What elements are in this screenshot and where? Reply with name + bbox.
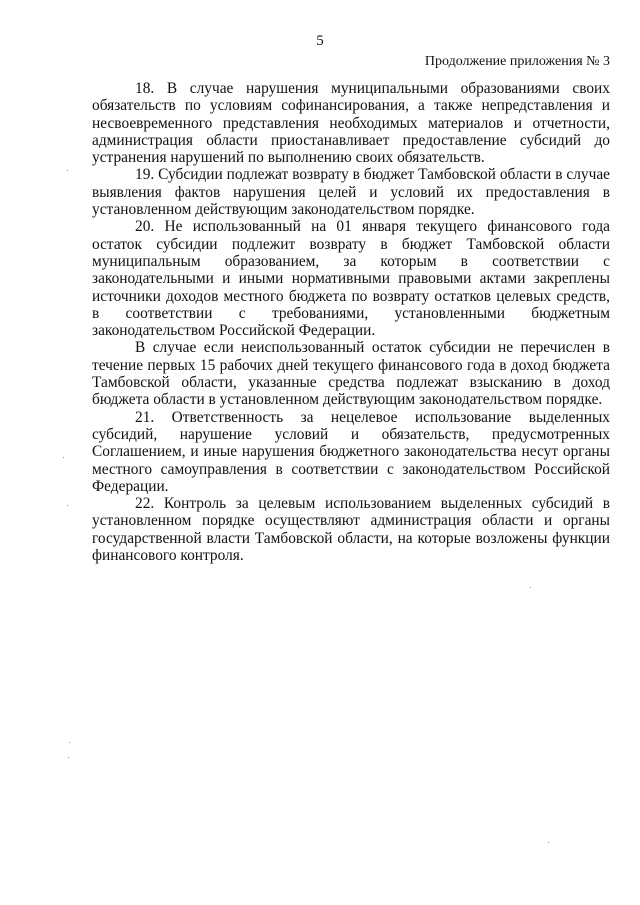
page-number: 5 bbox=[316, 33, 324, 49]
paragraph-19: 19. Субсидии подлежат возврату в бюджет Тамбовской области в случае выявления фактов нарушения целей и условий их предоставления в установленном действующим законодательством порядке. bbox=[92, 166, 610, 219]
paragraph-21: 21. Ответственность за нецелевое использование выделенных субсидий, нарушение условий и обязательств, предусмотренных Соглашением, и иные нарушения бюджетного законодательства несут органы местного самоуправления в соответствии с законодательством Российской Федерации. bbox=[92, 408, 610, 495]
paragraph-18: 18. В случае нарушения муниципальными образованиями своих обязательств по условиям софинансирования, а также непредставления и несвоевременного представления необходимых материалов и отчетности, администрация области приостанавливает предоставление субсидий до устранения нарушений по выполнению своих обязательств. bbox=[92, 80, 610, 167]
paragraph-22: 22. Контроль за целевым использованием выделенных субсидий в установленном порядке осуществляют администрация области и органы государственной власти Тамбовской области, на которые возложены функции финансового контроля. bbox=[92, 495, 610, 565]
appendix-continuation-label: Продолжение приложения № 3 bbox=[424, 54, 610, 69]
paragraph-20: 20. Не использованный на 01 января текущего финансового года остаток субсидии подлежит возврату в бюджет Тамбовской области муниципальным образованием, за которым в соответствии с законодательными и иными нормативными правовыми актами закреплены источники доходов местного бюджета по возврату остатков целевых средств, в соответствии с требованиями, установленными бюджетным законодательством Российской Федерации. bbox=[92, 218, 610, 340]
paragraph-20-continued: В случае если неиспользованный остаток субсидии не перечислен в течение первых 15 рабочих дней текущего финансового года в доход бюджета Тамбовской области, указанные средства подлежат взысканию в доход бюджета области в установленном действующим законодательством порядке. bbox=[92, 339, 610, 409]
document-body bbox=[92, 80, 610, 564]
